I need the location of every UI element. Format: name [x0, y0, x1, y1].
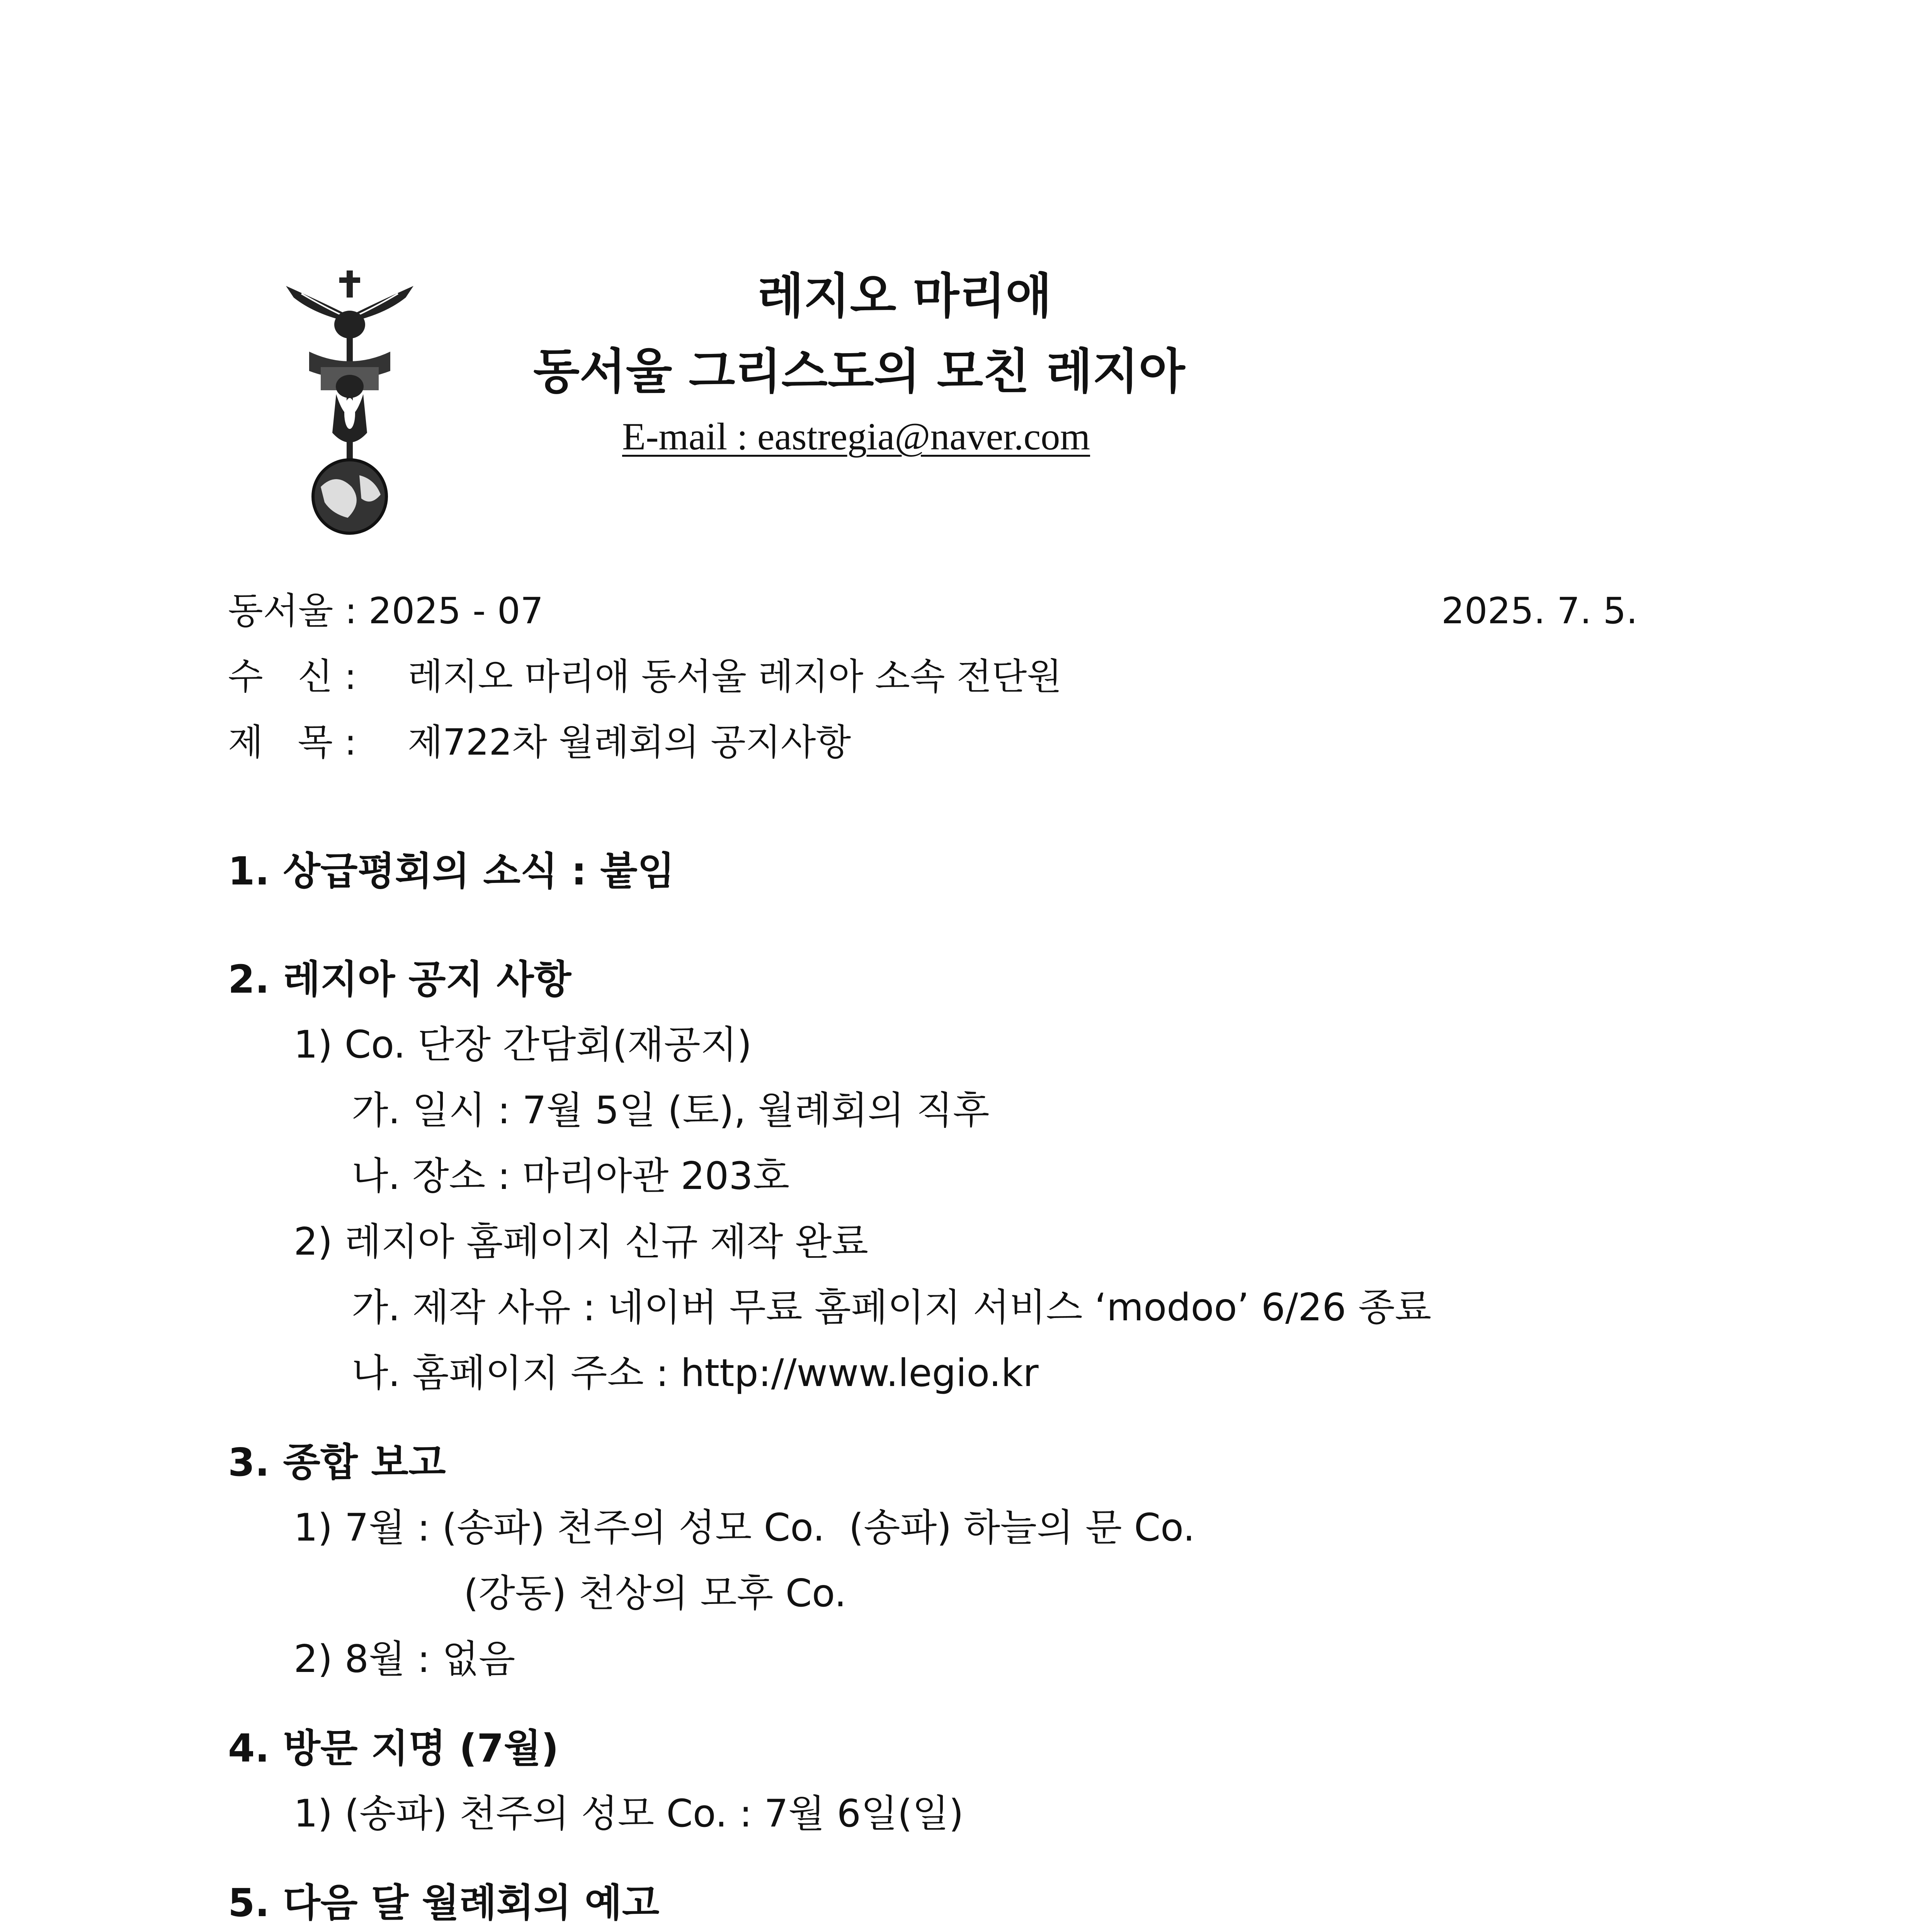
section-3-item-2: 2) 8월 : 없음	[294, 1637, 515, 1681]
section-3-item-1-cont: (강동) 천상의 모후 Co.	[464, 1571, 847, 1616]
section-2-item-2b: 나. 홈페이지 주소 : http://www.legio.kr	[352, 1351, 1039, 1395]
section-3-heading: 3. 종합 보고	[228, 1440, 446, 1485]
recipient-label: 수 신 :	[228, 656, 357, 698]
section-2-item-2a: 가. 제작 사유 : 네이버 무료 홈페이지 서비스 ‘modoo’ 6/26 종료	[352, 1286, 1432, 1330]
section-2-heading: 2. 레지아 공지 사항	[228, 957, 572, 1002]
recipient-value: 레지오 마리애 동서울 레지아 소속 전단원	[408, 656, 1062, 698]
org-title-line1: 레지오 마리애	[757, 269, 1052, 324]
document-date: 2025. 7. 5.	[1441, 590, 1638, 632]
org-title-line2: 동서울 그리스도의 모친 레지아	[533, 344, 1185, 400]
document-number: 동서울 : 2025 - 07	[228, 590, 544, 632]
section-2-item-1b: 나. 장소 : 마리아관 203호	[352, 1154, 790, 1198]
section-2-item-1: 1) Co. 단장 간담회(재공지)	[294, 1023, 752, 1067]
subject-label: 제 목 :	[228, 721, 357, 764]
section-3-item-1: 1) 7월 : (송파) 천주의 성모 Co. (송파) 하늘의 문 Co.	[294, 1506, 1195, 1550]
legion-vexillum-icon	[278, 270, 421, 533]
section-2-item-1a: 가. 일시 : 7월 5일 (토), 월례회의 직후	[352, 1088, 990, 1133]
section-2-item-2: 2) 레지아 홈페이지 신규 제작 완료	[294, 1220, 869, 1264]
section-4-heading: 4. 방문 지명 (7월)	[228, 1726, 559, 1771]
section-1-heading: 1. 상급평회의 소식 : 붙임	[228, 849, 675, 894]
section-4-item-1: 1) (송파) 천주의 성모 Co. : 7월 6일(일)	[294, 1792, 964, 1836]
subject-value: 제722차 월례회의 공지사항	[408, 721, 851, 764]
contact-email[interactable]: E-mail : eastregia@naver.com	[622, 415, 1090, 458]
section-5-heading: 5. 다음 달 월례회의 예고	[228, 1880, 660, 1925]
